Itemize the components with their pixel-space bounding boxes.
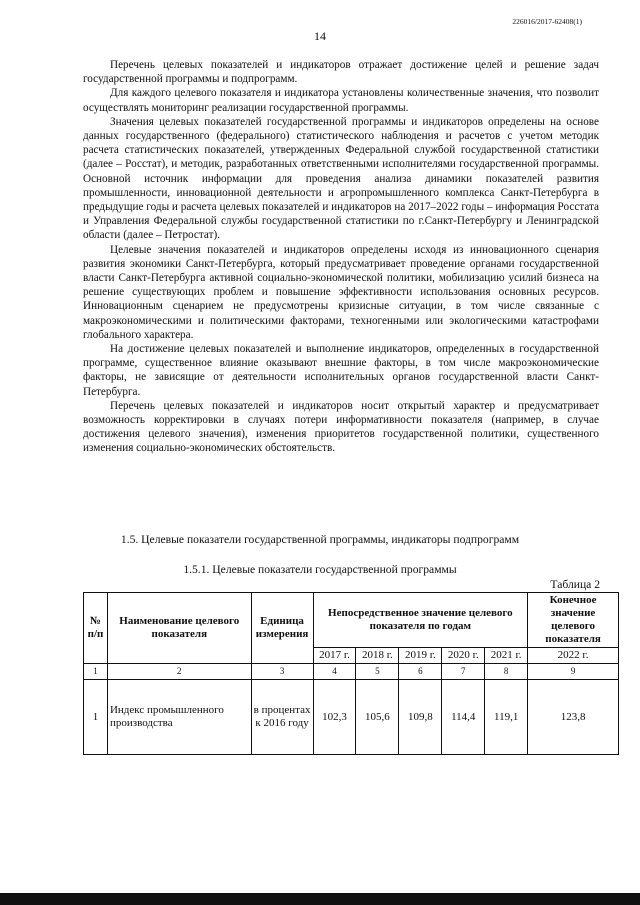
column-number: 8 <box>485 664 528 680</box>
year-cell: 2021 г. <box>485 648 528 664</box>
row-name: Индекс промышленного производства <box>107 680 251 755</box>
year-cell: 2019 г. <box>399 648 442 664</box>
column-number: 9 <box>528 664 619 680</box>
column-number: 3 <box>251 664 313 680</box>
subsection-heading: 1.5.1. Целевые показатели государственной программы <box>183 563 457 576</box>
table-row <box>84 680 619 755</box>
row-final-value: 123,8 <box>528 680 619 755</box>
row-value: 102,3 <box>313 680 356 755</box>
row-value: 119,1 <box>485 680 528 755</box>
page-number: 14 <box>314 29 326 43</box>
row-num: 1 <box>84 680 108 755</box>
row-value: 109,8 <box>399 680 442 755</box>
year-cell: 2020 г. <box>442 648 485 664</box>
table-header-row <box>84 593 619 648</box>
section-heading: 1.5. Целевые показатели государственной программы, индикаторы подпрограмм <box>120 533 520 546</box>
table-caption: Таблица 2 <box>550 578 600 591</box>
paragraph: Перечень целевых показателей и индикаторов отражает достижение целей и решение задач государственной программы и подпрограмм. <box>83 59 599 86</box>
column-number: 4 <box>313 664 356 680</box>
indicators-table <box>83 592 619 755</box>
column-number: 1 <box>84 664 108 680</box>
column-number: 2 <box>107 664 251 680</box>
header-final-value: Конечное значение целевого показателя <box>528 593 619 648</box>
paragraph: Значения целевых показателей государственной программы и индикаторов определены на основе данных государственного (федерального) статистического наблюдения и расчетов с учетом методик расчета статистических показателей, утвержденных Федеральной службой государственной статистики (далее – Росстат), и методик, разработанных ответственными исполнителями государственной программы. Основной источник информации для проведения анализа динамики показателей развития промышленности, инновационной деятельности и агропромышленного комплекса Санкт-Петербурга в предыдущие годы и расчета целевых показателей и индикаторов на 2017–2022 годы – информация Росстата и Управления Федеральной службы государственной статистики по г.Санкт-Петербургу и Ленинградской области (далее – Петростат). <box>83 115 599 242</box>
paragraph: Перечень целевых показателей и индикаторов носит открытый характер и предусматривает возможность корректировки в случаях потери информативности показателя (например, в случае достижения целевого значения), изменения приоритетов государственной политики, существенного изменения социально-экономических обстоятельств. <box>83 399 599 455</box>
header-num: № п/п <box>84 593 108 664</box>
document-id: 226016/2017-62408(1) <box>512 17 582 26</box>
paragraph: Для каждого целевого показателя и индикатора установлены количественные значения, что позволит осуществлять мониторинг реализации государственной программы. <box>83 87 599 114</box>
year-cell: 2022 г. <box>528 648 619 664</box>
column-number-row <box>84 664 619 680</box>
year-cell: 2017 г. <box>313 648 356 664</box>
column-number: 5 <box>356 664 399 680</box>
row-unit: в процентах к 2016 году <box>251 680 313 755</box>
paragraph: На достижение целевых показателей и выполнение индикаторов, определенных в государственной программе, существенное влияние оказывают внешние факторы, в том числе макроэкономические факторы, не зависящие от деятельности исполнительных органов государственной власти Санкт-Петербурга. <box>83 343 599 398</box>
year-cell: 2018 г. <box>356 648 399 664</box>
paragraph: Целевые значения показателей и индикаторов определены исходя из инновационного сценария развития экономики Санкт-Петербурга, который предусматривает проведение органами государственной власти Санкт-Петербурга активной социально-экономической политики, мобилизацию усилий бизнеса на решение существующих проблем и повышение эффективности использования основных ресурсов. Инновационным сценарием не предусмотрены кризисные ситуации, в том числе связанные с макроэкономическими и политическими факторами, техногенными или экологическими катастрофами глобального характера. <box>83 243 599 341</box>
column-number: 6 <box>399 664 442 680</box>
body-text <box>83 58 599 456</box>
scan-bottom-edge <box>0 893 640 905</box>
header-direct-values: Непосредственное значение целевого показателя по годам <box>313 593 528 648</box>
header-unit: Единица измерения <box>251 593 313 664</box>
header-name: Наименование целевого показателя <box>107 593 251 664</box>
column-number: 7 <box>442 664 485 680</box>
row-value: 105,6 <box>356 680 399 755</box>
row-value: 114,4 <box>442 680 485 755</box>
